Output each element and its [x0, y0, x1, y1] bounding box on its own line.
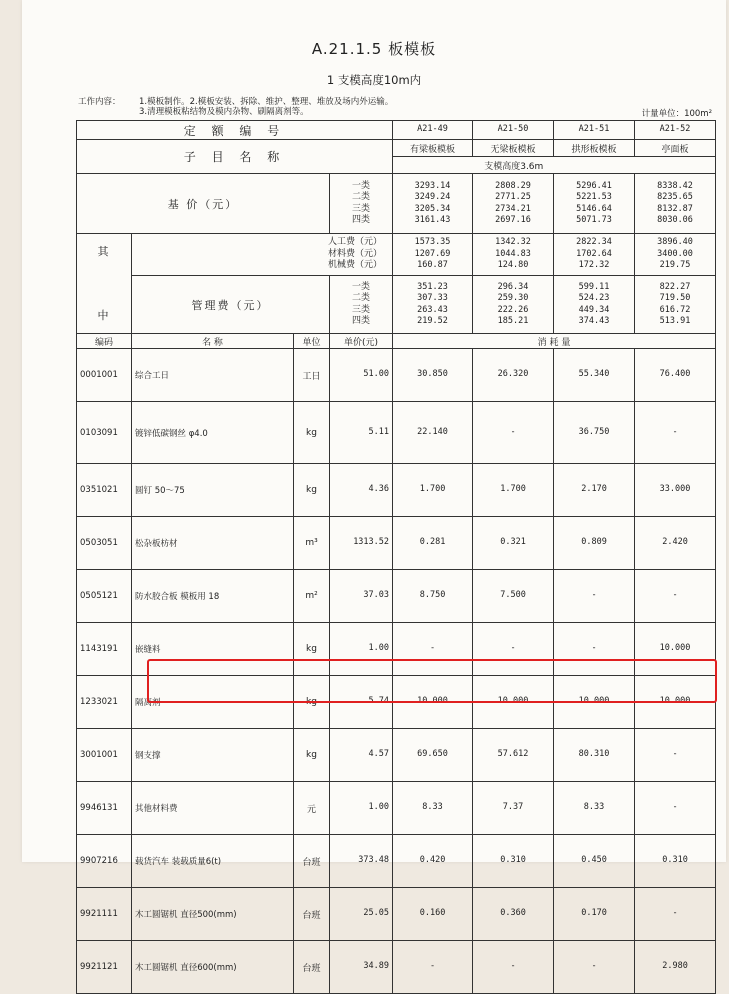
- base-price-value: 5071.73: [576, 215, 612, 225]
- base-price-value: 5146.64: [576, 203, 612, 214]
- table-row: [77, 464, 716, 517]
- fee-value: 1702.64: [576, 248, 612, 259]
- mgmt-fee-label: 管理费（元）: [132, 276, 330, 334]
- material-quantity: 8.33: [393, 782, 473, 835]
- col-unit: 单位: [294, 334, 330, 349]
- material-quantity: -: [554, 570, 635, 623]
- class-label: 三类: [352, 304, 371, 315]
- material-unit: kg: [294, 729, 330, 782]
- material-unit: 元: [294, 782, 330, 835]
- class-label: 二类: [352, 293, 371, 303]
- material-quantity: -: [473, 402, 554, 464]
- col-code: 编码: [77, 334, 132, 349]
- table-row: [77, 349, 716, 402]
- material-code: 0505121: [77, 570, 132, 623]
- material-quantity: -: [554, 941, 635, 994]
- mgmt-fee-values: [635, 276, 716, 334]
- material-quantity: -: [393, 941, 473, 994]
- fee-value: 1044.83: [495, 248, 531, 259]
- fee-values: [554, 234, 635, 276]
- base-price-value: 5221.53: [576, 192, 612, 202]
- col-name: 名 称: [132, 334, 294, 349]
- material-price: 1.00: [330, 623, 393, 676]
- fee-values: [635, 234, 716, 276]
- material-quantity: 0.321: [473, 517, 554, 570]
- material-quantity: -: [635, 782, 716, 835]
- material-quantity: 7.500: [473, 570, 554, 623]
- mgmt-fee-value: 263.43: [417, 304, 448, 315]
- item-name: 有梁板模板: [393, 140, 473, 157]
- table-row: [77, 782, 716, 835]
- material-unit: 工日: [294, 349, 330, 402]
- mgmt-fee-value: 219.52: [417, 316, 448, 326]
- material-quantity: 0.170: [554, 888, 635, 941]
- document-page: [22, 0, 726, 974]
- material-unit: 台班: [294, 941, 330, 994]
- material-price: 5.74: [330, 676, 393, 729]
- base-price-value: 8030.06: [657, 215, 693, 225]
- mgmt-classes: [330, 276, 393, 334]
- fee-value: 3400.00: [657, 248, 693, 259]
- fee-values: [473, 234, 554, 276]
- material-quantity: 1.700: [393, 464, 473, 517]
- material-quantity: 0.160: [393, 888, 473, 941]
- mgmt-fee-value: 351.23: [417, 281, 448, 292]
- table-row: [77, 941, 716, 994]
- fee-value: 3896.40: [657, 237, 693, 248]
- material-price: 373.48: [330, 835, 393, 888]
- base-price-value: 2697.16: [495, 215, 531, 225]
- fee-values: [393, 234, 473, 276]
- material-price: 5.11: [330, 402, 393, 464]
- material-unit: m²: [294, 570, 330, 623]
- material-code: 0351021: [77, 464, 132, 517]
- material-quantity: 22.140: [393, 402, 473, 464]
- material-code: 9921121: [77, 941, 132, 994]
- mgmt-fee-value: 513.91: [659, 316, 691, 326]
- mgmt-fee-value: 185.21: [497, 316, 529, 326]
- item-name-label: 子 目 名 称: [77, 140, 393, 174]
- material-name: 载货汽车 装载质量6(t): [132, 835, 294, 888]
- material-quantity: 2.170: [554, 464, 635, 517]
- material-quantity: -: [635, 402, 716, 464]
- material-code: 0503051: [77, 517, 132, 570]
- material-name: 木工圆锯机 直径600(mm): [132, 941, 294, 994]
- material-quantity: 8.33: [554, 782, 635, 835]
- mgmt-fee-value: 599.11: [578, 281, 610, 292]
- material-name: 圆钉 50～75: [132, 464, 294, 517]
- material-quantity: 10.000: [635, 676, 716, 729]
- mgmt-fee-value: 374.43: [578, 316, 610, 326]
- material-quantity: 1.700: [473, 464, 554, 517]
- material-quantity: 0.420: [393, 835, 473, 888]
- base-price-values: [635, 174, 716, 234]
- material-quantity: 0.281: [393, 517, 473, 570]
- class-label: 一类: [352, 180, 371, 191]
- material-price: 4.57: [330, 729, 393, 782]
- highlight-box: [147, 659, 717, 703]
- material-quantity: 69.650: [393, 729, 473, 782]
- material-quantity: 36.750: [554, 402, 635, 464]
- material-price: 37.03: [330, 570, 393, 623]
- base-price-value: 3249.24: [414, 192, 451, 202]
- material-quantity: 10.000: [554, 676, 635, 729]
- base-price-value: 2771.25: [495, 192, 531, 202]
- mgmt-fee-value: 307.33: [417, 293, 448, 303]
- material-quantity: 80.310: [554, 729, 635, 782]
- material-quantity: 0.310: [473, 835, 554, 888]
- material-code: 3001001: [77, 729, 132, 782]
- height-note: 支模高度3.6m: [393, 157, 635, 174]
- material-quantity: 8.750: [393, 570, 473, 623]
- material-quantity: 7.37: [473, 782, 554, 835]
- base-price-values: [393, 174, 473, 234]
- quota-code: A21-49: [393, 121, 473, 140]
- fee-value: 124.80: [497, 260, 529, 271]
- material-quantity: 55.340: [554, 349, 635, 402]
- material-price: 1313.52: [330, 517, 393, 570]
- material-quantity: 33.000: [635, 464, 716, 517]
- material-unit: 台班: [294, 835, 330, 888]
- table-row: [77, 729, 716, 782]
- col-consumption: 消 耗 量: [393, 334, 716, 349]
- material-quantity: 26.320: [473, 349, 554, 402]
- material-price: 1.00: [330, 782, 393, 835]
- base-price-value: 2734.21: [495, 203, 531, 214]
- material-name: 隔离剂: [132, 676, 294, 729]
- mgmt-fee-value: 822.27: [659, 281, 691, 292]
- material-quantity: -: [473, 623, 554, 676]
- material-quantity: 76.400: [635, 349, 716, 402]
- fee-names: [132, 234, 393, 276]
- base-price-value: 2808.29: [495, 180, 531, 191]
- material-quantity: 10.000: [473, 676, 554, 729]
- mgmt-fee-values: [393, 276, 473, 334]
- fee-name: 人工费（元）: [328, 237, 383, 248]
- class-label: 一类: [352, 281, 371, 292]
- material-name: 木工圆锯机 直径500(mm): [132, 888, 294, 941]
- class-label: 四类: [352, 215, 371, 225]
- fee-value: 219.75: [659, 260, 691, 271]
- quota-code: A21-51: [554, 121, 635, 140]
- base-price-value: 8235.65: [657, 192, 693, 202]
- mgmt-fee-value: 616.72: [659, 304, 691, 315]
- mgmt-fee-value: 222.26: [497, 304, 529, 315]
- material-price: 4.36: [330, 464, 393, 517]
- material-quantity: -: [635, 888, 716, 941]
- base-price-value: 8132.87: [657, 203, 693, 214]
- fee-name: 材料费（元）: [328, 248, 383, 259]
- base-price-value: 3161.43: [414, 215, 451, 225]
- mgmt-fee-value: 259.30: [497, 293, 529, 303]
- material-code: 0103091: [77, 402, 132, 464]
- base-price-value: 8338.42: [657, 180, 693, 191]
- breakdown-label: 其 中: [77, 234, 132, 334]
- mgmt-fee-values: [554, 276, 635, 334]
- material-unit: m³: [294, 517, 330, 570]
- class-label: 二类: [352, 192, 371, 202]
- fee-value: 2822.34: [576, 237, 612, 248]
- table-row: [77, 402, 716, 464]
- base-price-classes: [330, 174, 393, 234]
- unit-note: 计量单位：100m²: [641, 109, 712, 119]
- item-name: 拱形板模板: [554, 140, 635, 157]
- base-price-value: 5296.41: [576, 180, 612, 191]
- base-price-label: 基 价（元）: [77, 174, 330, 234]
- material-quantity: 2.980: [635, 941, 716, 994]
- work-content-label: 工作内容：: [78, 97, 121, 107]
- material-code: 9921111: [77, 888, 132, 941]
- section-heading: A.21.1.5 板模板: [311, 40, 437, 58]
- material-code: 1233021: [77, 676, 132, 729]
- material-quantity: 10.000: [393, 676, 473, 729]
- table-row: [77, 570, 716, 623]
- quota-code: A21-52: [635, 121, 716, 140]
- material-name: 其他材料费: [132, 782, 294, 835]
- material-name: 松杂板枋材: [132, 517, 294, 570]
- col-price: 单价(元): [330, 334, 393, 349]
- table-row: [77, 517, 716, 570]
- material-name: 嵌缝料: [132, 623, 294, 676]
- class-label: 四类: [352, 316, 371, 326]
- section-subheading: 1 支模高度10m内: [326, 73, 422, 87]
- table-row: [77, 888, 716, 941]
- material-quantity: -: [473, 941, 554, 994]
- material-name: 综合工日: [132, 349, 294, 402]
- material-code: 9907216: [77, 835, 132, 888]
- base-price-values: [473, 174, 554, 234]
- fee-name: 机械费（元）: [328, 260, 383, 271]
- mgmt-fee-value: 449.34: [578, 304, 610, 315]
- mgmt-fee-value: 296.34: [497, 281, 529, 292]
- material-quantity: -: [635, 570, 716, 623]
- base-price-value: 3293.14: [414, 180, 451, 191]
- material-quantity: 0.450: [554, 835, 635, 888]
- material-quantity: -: [393, 623, 473, 676]
- material-unit: kg: [294, 402, 330, 464]
- mgmt-fee-value: 719.50: [659, 293, 691, 303]
- material-quantity: -: [635, 729, 716, 782]
- material-name: 防水胶合板 模板用 18: [132, 570, 294, 623]
- material-quantity: 10.000: [635, 623, 716, 676]
- material-code: 0001001: [77, 349, 132, 402]
- item-name: 无梁板模板: [473, 140, 554, 157]
- fee-value: 1573.35: [414, 237, 451, 248]
- material-quantity: 0.310: [635, 835, 716, 888]
- material-name: 钢支撑: [132, 729, 294, 782]
- fee-value: 172.32: [578, 260, 610, 271]
- material-price: 25.05: [330, 888, 393, 941]
- material-quantity: 0.360: [473, 888, 554, 941]
- material-quantity: 57.612: [473, 729, 554, 782]
- quota-table: [76, 120, 716, 994]
- material-unit: kg: [294, 623, 330, 676]
- material-quantity: -: [554, 623, 635, 676]
- work-content-line: 1.模板制作。2.模板安装、拆除、维护、整理、堆放及场内外运输。: [139, 97, 394, 107]
- material-code: 9946131: [77, 782, 132, 835]
- mgmt-fee-value: 524.23: [578, 293, 610, 303]
- material-unit: kg: [294, 464, 330, 517]
- mgmt-fee-values: [473, 276, 554, 334]
- table-row: [77, 835, 716, 888]
- base-price-value: 3205.34: [414, 203, 451, 214]
- work-content-line: 3.清理模板粘结物及模内杂物、刷隔离剂等。: [139, 107, 309, 117]
- material-price: 34.89: [330, 941, 393, 994]
- material-quantity: 0.809: [554, 517, 635, 570]
- fee-value: 1207.69: [414, 248, 451, 259]
- base-price-values: [554, 174, 635, 234]
- item-name: 亭面板: [635, 140, 716, 157]
- class-label: 三类: [352, 203, 371, 214]
- fee-value: 160.87: [417, 260, 448, 271]
- material-quantity: 2.420: [635, 517, 716, 570]
- material-unit: kg: [294, 676, 330, 729]
- quota-code: A21-50: [473, 121, 554, 140]
- material-unit: 台班: [294, 888, 330, 941]
- material-quantity: 30.850: [393, 349, 473, 402]
- quota-code-label: 定 额 编 号: [77, 121, 393, 140]
- material-name: 镀锌低碳钢丝 φ4.0: [132, 402, 294, 464]
- material-price: 51.00: [330, 349, 393, 402]
- material-code: 1143191: [77, 623, 132, 676]
- fee-value: 1342.32: [495, 237, 531, 248]
